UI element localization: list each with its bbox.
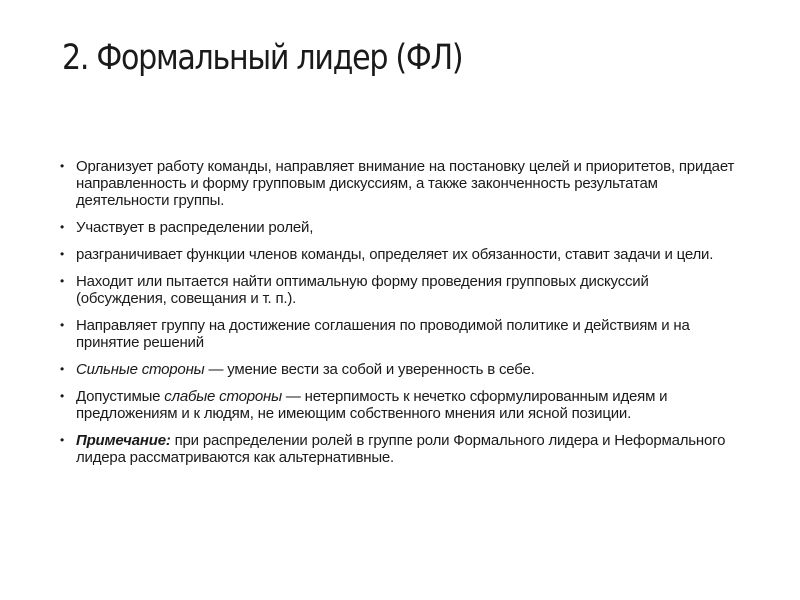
list-item-note <box>60 432 740 466</box>
bullet-icon: • <box>60 362 65 376</box>
item-text: Направляет группу на достижение соглашения по проводимой политике и действиям и на принятие решений <box>76 317 690 351</box>
bullet-icon: • <box>60 389 65 403</box>
list-item <box>60 273 740 307</box>
list-item <box>60 246 740 263</box>
note-label: Примечание: <box>76 432 171 449</box>
list-item <box>60 219 740 236</box>
strengths-label: Сильные стороны <box>76 361 205 378</box>
item-text: — умение вести за собой и уверенность в себе. <box>204 361 535 378</box>
list-item-strengths <box>60 361 740 378</box>
bullet-list <box>60 158 740 476</box>
list-item <box>60 158 740 209</box>
item-text: разграничивает функции членов команды, определяет их обязанности, ставит задачи и цели. <box>76 246 714 263</box>
list-item <box>60 317 740 351</box>
item-lead-text: Допустимые <box>76 388 165 405</box>
weaknesses-label: слабые стороны <box>164 388 282 405</box>
item-text: Организует работу команды, направляет внимание на постановку целей и приоритетов, придает направленность и форму групповым дискуссиям, а также законченность результатам деятельности группы. <box>76 158 735 209</box>
item-text: Участвует в распределении ролей, <box>76 219 314 236</box>
bullet-icon: • <box>60 318 65 332</box>
bullet-icon: • <box>60 433 65 447</box>
bullet-icon: • <box>60 220 65 234</box>
bullet-icon: • <box>60 159 65 173</box>
bullet-icon: • <box>60 274 65 288</box>
bullet-icon: • <box>60 247 65 261</box>
item-text: Находит или пытается найти оптимальную форму проведения групповых дискуссий (обсуждения, совещания и т. п.). <box>76 273 649 307</box>
slide-title: 2. Формальный лидер (ФЛ) <box>62 38 463 78</box>
item-text: — нетерпимость к нечетко сформулированным идеям и предложениям и к людям, не имеющим собственного мнения или ясной позиции. <box>76 388 668 422</box>
item-text: при распределении ролей в группе роли Формального лидера и Неформального лидера рассматриваются как альтернативные. <box>76 432 726 466</box>
list-item-weaknesses <box>60 388 740 422</box>
